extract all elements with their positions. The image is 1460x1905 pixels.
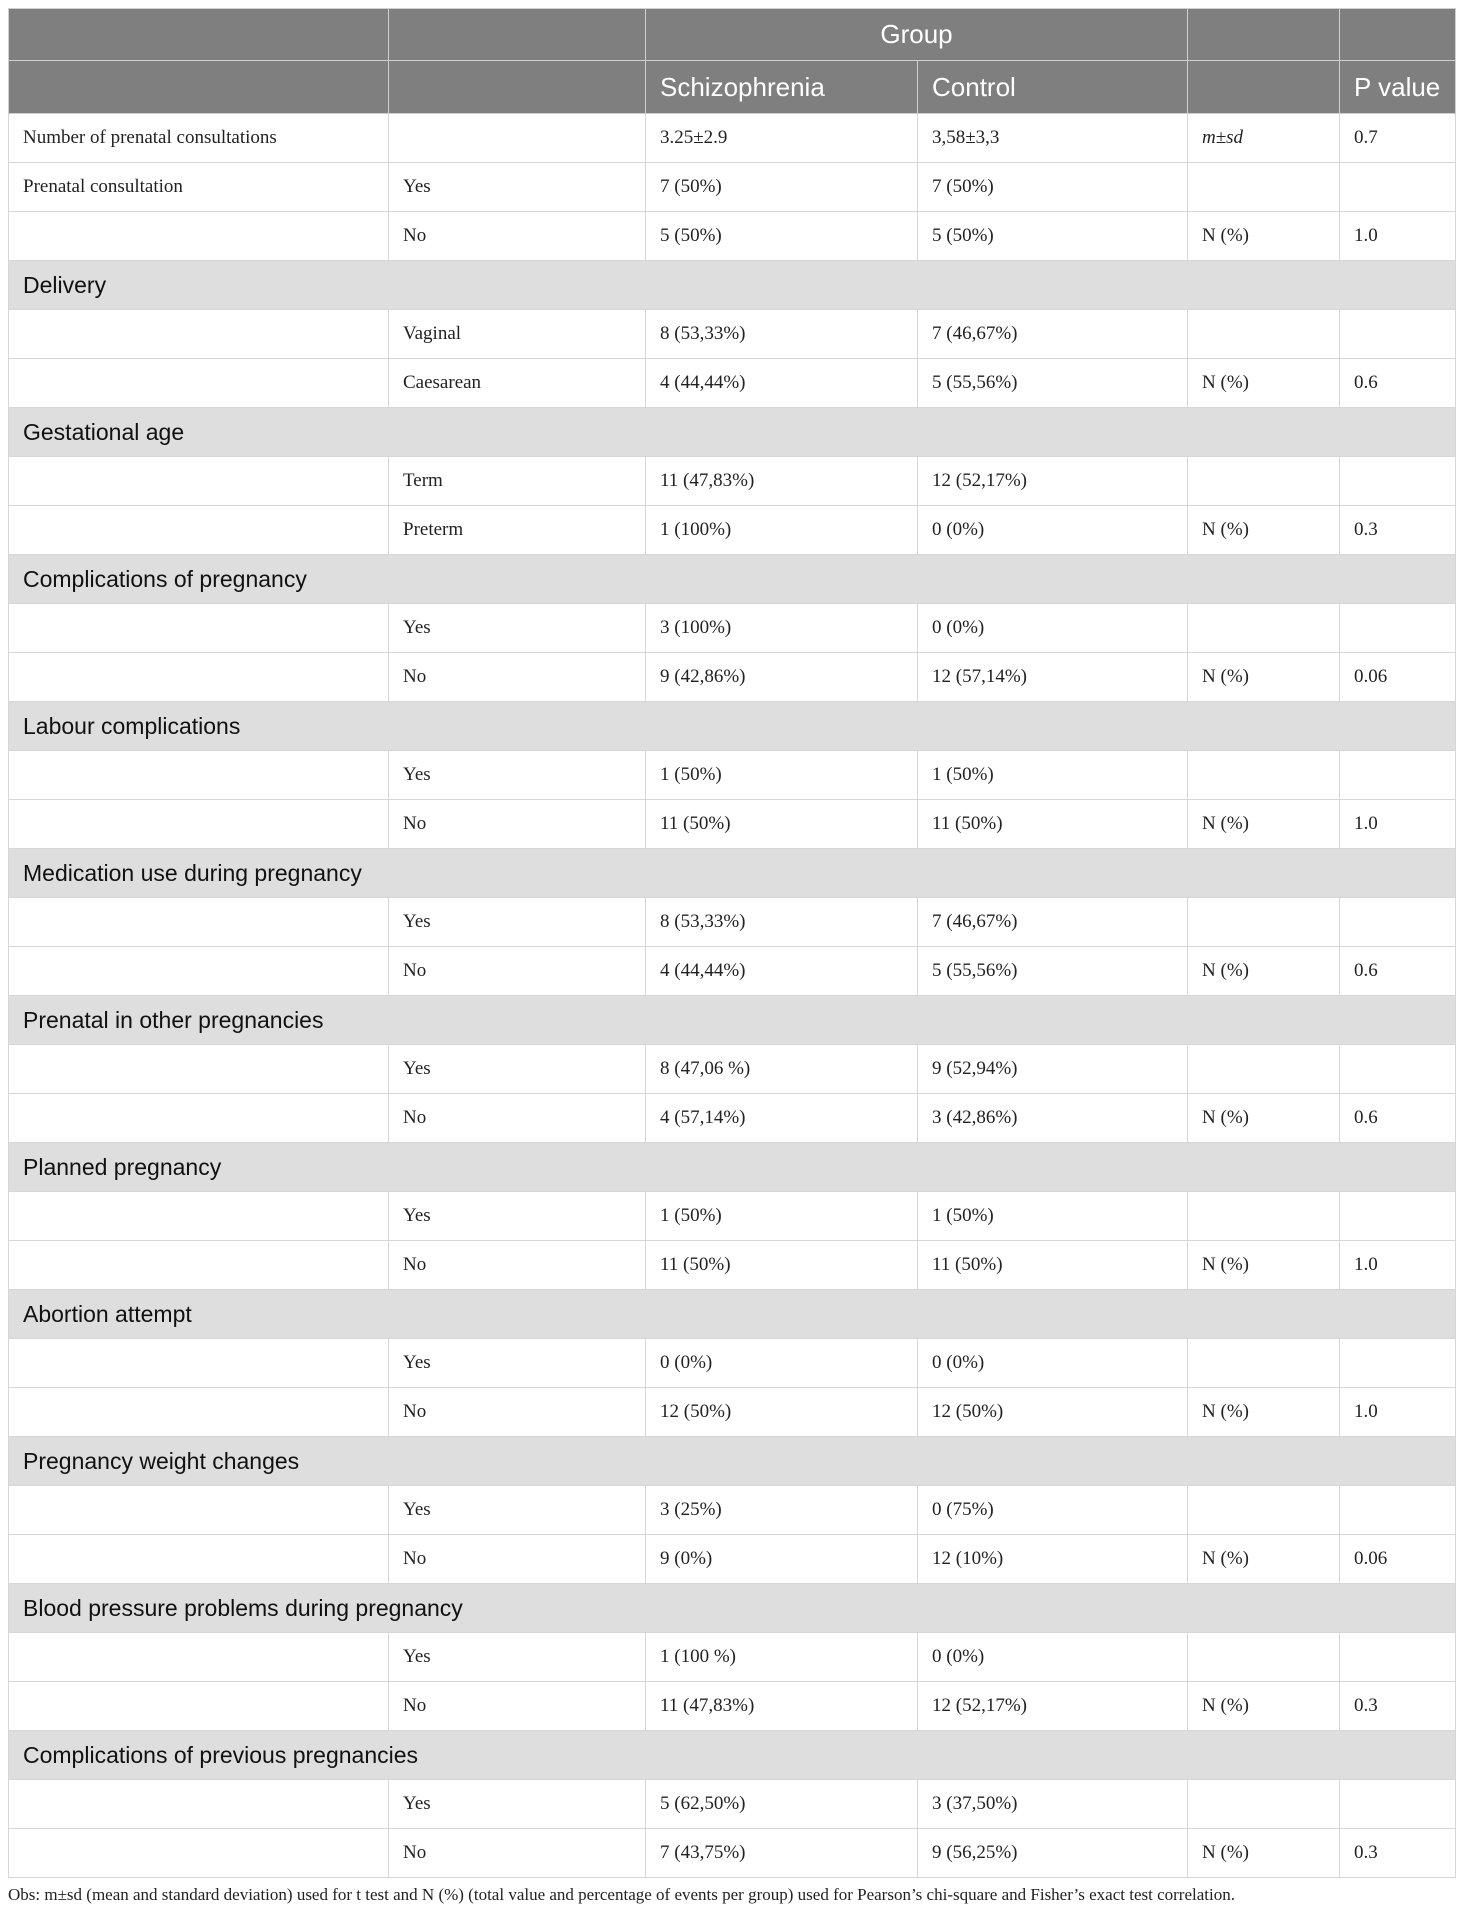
control-cell: 7 (50%) bbox=[918, 163, 1188, 212]
p-value-cell: 0.6 bbox=[1340, 1094, 1456, 1143]
sub-label-cell: Vaginal bbox=[389, 310, 646, 359]
schizophrenia-cell: 9 (42,86%) bbox=[646, 653, 918, 702]
sub-label-cell: No bbox=[389, 1682, 646, 1731]
p-value-cell: 0.06 bbox=[1340, 653, 1456, 702]
statistic-cell: N (%) bbox=[1188, 1682, 1340, 1731]
row-label-cell bbox=[9, 1829, 389, 1878]
row-label-cell bbox=[9, 1535, 389, 1584]
statistic-cell bbox=[1188, 604, 1340, 653]
sub-label-cell: No bbox=[389, 1535, 646, 1584]
control-header: Control bbox=[918, 61, 1188, 114]
schizophrenia-cell: 3 (25%) bbox=[646, 1486, 918, 1535]
header-row-2 bbox=[9, 61, 1456, 114]
control-cell: 0 (0%) bbox=[918, 604, 1188, 653]
table-body bbox=[9, 114, 1456, 1878]
header-row-1 bbox=[9, 9, 1456, 61]
section-header-row bbox=[9, 1731, 1456, 1780]
table-row bbox=[9, 359, 1456, 408]
sub-label-cell: Yes bbox=[389, 1780, 646, 1829]
statistic-cell bbox=[1188, 163, 1340, 212]
row-label-cell bbox=[9, 212, 389, 261]
control-cell: 0 (0%) bbox=[918, 1339, 1188, 1388]
sub-label-cell: Yes bbox=[389, 898, 646, 947]
sub-label-cell: Yes bbox=[389, 1045, 646, 1094]
control-cell: 9 (56,25%) bbox=[918, 1829, 1188, 1878]
p-value-cell bbox=[1340, 1339, 1456, 1388]
row-label-cell bbox=[9, 947, 389, 996]
section-header-row bbox=[9, 1143, 1456, 1192]
sub-label-cell: Caesarean bbox=[389, 359, 646, 408]
control-cell: 7 (46,67%) bbox=[918, 310, 1188, 359]
statistic-cell bbox=[1188, 1045, 1340, 1094]
row-label-cell bbox=[9, 604, 389, 653]
section-header-row bbox=[9, 261, 1456, 310]
row-label-cell bbox=[9, 1633, 389, 1682]
header-empty-cell bbox=[1340, 9, 1456, 61]
schizophrenia-cell: 4 (44,44%) bbox=[646, 947, 918, 996]
table-row bbox=[9, 1388, 1456, 1437]
table-row bbox=[9, 1192, 1456, 1241]
schizophrenia-cell: 11 (47,83%) bbox=[646, 457, 918, 506]
control-cell: 3,58±3,3 bbox=[918, 114, 1188, 163]
schizophrenia-cell: 1 (50%) bbox=[646, 751, 918, 800]
sub-label-cell: Yes bbox=[389, 1339, 646, 1388]
section-label: Complications of previous pregnancies bbox=[9, 1731, 1456, 1780]
control-cell: 5 (55,56%) bbox=[918, 359, 1188, 408]
schizophrenia-cell: 3 (100%) bbox=[646, 604, 918, 653]
row-label-cell bbox=[9, 1339, 389, 1388]
row-label-cell bbox=[9, 1192, 389, 1241]
control-cell: 11 (50%) bbox=[918, 800, 1188, 849]
table-row bbox=[9, 898, 1456, 947]
statistic-cell: N (%) bbox=[1188, 1535, 1340, 1584]
header-empty-cell bbox=[389, 9, 646, 61]
sub-label-cell: No bbox=[389, 800, 646, 849]
control-cell: 12 (57,14%) bbox=[918, 653, 1188, 702]
control-cell: 12 (52,17%) bbox=[918, 1682, 1188, 1731]
p-value-cell bbox=[1340, 1486, 1456, 1535]
control-cell: 0 (75%) bbox=[918, 1486, 1188, 1535]
statistic-cell bbox=[1188, 1339, 1340, 1388]
statistic-cell: N (%) bbox=[1188, 1241, 1340, 1290]
sub-label-cell: No bbox=[389, 947, 646, 996]
p-value-cell bbox=[1340, 163, 1456, 212]
table-header bbox=[9, 9, 1456, 114]
section-header-row bbox=[9, 1584, 1456, 1633]
schizophrenia-cell: 5 (50%) bbox=[646, 212, 918, 261]
p-value-cell bbox=[1340, 1045, 1456, 1094]
header-empty-cell bbox=[1188, 61, 1340, 114]
section-header-row bbox=[9, 996, 1456, 1045]
statistic-cell bbox=[1188, 1192, 1340, 1241]
p-value-cell bbox=[1340, 457, 1456, 506]
sub-label-cell: Yes bbox=[389, 1486, 646, 1535]
statistic-cell: N (%) bbox=[1188, 506, 1340, 555]
data-table-container bbox=[8, 8, 1455, 1878]
row-label-cell bbox=[9, 1094, 389, 1143]
p-value-cell bbox=[1340, 898, 1456, 947]
table-row bbox=[9, 604, 1456, 653]
control-cell: 11 (50%) bbox=[918, 1241, 1188, 1290]
row-label-cell bbox=[9, 457, 389, 506]
schizophrenia-cell: 9 (0%) bbox=[646, 1535, 918, 1584]
prenatal-data-table bbox=[8, 8, 1456, 1878]
p-value-cell: 1.0 bbox=[1340, 1388, 1456, 1437]
table-row bbox=[9, 506, 1456, 555]
header-empty-cell bbox=[9, 9, 389, 61]
section-header-row bbox=[9, 555, 1456, 604]
table-row bbox=[9, 1780, 1456, 1829]
schizophrenia-cell: 1 (50%) bbox=[646, 1192, 918, 1241]
section-label: Abortion attempt bbox=[9, 1290, 1456, 1339]
table-row bbox=[9, 751, 1456, 800]
section-label: Gestational age bbox=[9, 408, 1456, 457]
p-value-cell: 0.3 bbox=[1340, 506, 1456, 555]
control-cell: 0 (0%) bbox=[918, 1633, 1188, 1682]
p-value-cell: 0.3 bbox=[1340, 1682, 1456, 1731]
sub-label-cell: Preterm bbox=[389, 506, 646, 555]
p-value-cell bbox=[1340, 604, 1456, 653]
control-cell: 1 (50%) bbox=[918, 751, 1188, 800]
row-label-cell bbox=[9, 751, 389, 800]
p-value-header: P value bbox=[1340, 61, 1456, 114]
statistic-cell: N (%) bbox=[1188, 653, 1340, 702]
statistic-cell: N (%) bbox=[1188, 800, 1340, 849]
row-label-cell bbox=[9, 506, 389, 555]
sub-label-cell: No bbox=[389, 653, 646, 702]
control-cell: 12 (10%) bbox=[918, 1535, 1188, 1584]
sub-label-cell bbox=[389, 114, 646, 163]
p-value-cell bbox=[1340, 751, 1456, 800]
statistic-cell: N (%) bbox=[1188, 359, 1340, 408]
header-empty-cell bbox=[389, 61, 646, 114]
table-row bbox=[9, 1094, 1456, 1143]
schizophrenia-cell: 1 (100 %) bbox=[646, 1633, 918, 1682]
schizophrenia-cell: 8 (53,33%) bbox=[646, 310, 918, 359]
row-label-cell bbox=[9, 359, 389, 408]
row-label-cell bbox=[9, 1780, 389, 1829]
table-row bbox=[9, 947, 1456, 996]
p-value-cell: 0.06 bbox=[1340, 1535, 1456, 1584]
control-cell: 3 (37,50%) bbox=[918, 1780, 1188, 1829]
statistic-cell: m±sd bbox=[1188, 114, 1340, 163]
statistic-cell bbox=[1188, 1486, 1340, 1535]
statistic-cell bbox=[1188, 310, 1340, 359]
sub-label-cell: No bbox=[389, 1829, 646, 1878]
row-label-cell: Number of prenatal consultations bbox=[9, 114, 389, 163]
sub-label-cell: Yes bbox=[389, 604, 646, 653]
p-value-cell: 0.6 bbox=[1340, 359, 1456, 408]
control-cell: 5 (50%) bbox=[918, 212, 1188, 261]
table-row bbox=[9, 1829, 1456, 1878]
sub-label-cell: No bbox=[389, 1241, 646, 1290]
sub-label-cell: Yes bbox=[389, 1192, 646, 1241]
p-value-cell: 1.0 bbox=[1340, 800, 1456, 849]
row-label-cell bbox=[9, 800, 389, 849]
header-empty-cell bbox=[1188, 9, 1340, 61]
row-label-cell bbox=[9, 1241, 389, 1290]
p-value-cell bbox=[1340, 1633, 1456, 1682]
schizophrenia-cell: 0 (0%) bbox=[646, 1339, 918, 1388]
section-label: Delivery bbox=[9, 261, 1456, 310]
statistic-cell bbox=[1188, 457, 1340, 506]
schizophrenia-cell: 8 (53,33%) bbox=[646, 898, 918, 947]
schizophrenia-cell: 5 (62,50%) bbox=[646, 1780, 918, 1829]
p-value-cell: 1.0 bbox=[1340, 212, 1456, 261]
statistic-cell: N (%) bbox=[1188, 1388, 1340, 1437]
table-row bbox=[9, 163, 1456, 212]
section-label: Complications of pregnancy bbox=[9, 555, 1456, 604]
row-label-cell bbox=[9, 1045, 389, 1094]
section-header-row bbox=[9, 849, 1456, 898]
row-label-cell bbox=[9, 1388, 389, 1437]
table-row bbox=[9, 1241, 1456, 1290]
statistic-cell: N (%) bbox=[1188, 212, 1340, 261]
p-value-cell bbox=[1340, 310, 1456, 359]
table-row bbox=[9, 800, 1456, 849]
schizophrenia-cell: 11 (47,83%) bbox=[646, 1682, 918, 1731]
row-label-cell bbox=[9, 1682, 389, 1731]
table-row bbox=[9, 310, 1456, 359]
section-header-row bbox=[9, 702, 1456, 751]
section-header-row bbox=[9, 408, 1456, 457]
statistic-cell bbox=[1188, 1780, 1340, 1829]
table-row bbox=[9, 653, 1456, 702]
schizophrenia-cell: 7 (43,75%) bbox=[646, 1829, 918, 1878]
schizophrenia-header: Schizophrenia bbox=[646, 61, 918, 114]
table-row bbox=[9, 114, 1456, 163]
section-label: Prenatal in other pregnancies bbox=[9, 996, 1456, 1045]
row-label-cell bbox=[9, 898, 389, 947]
schizophrenia-cell: 8 (47,06 %) bbox=[646, 1045, 918, 1094]
statistic-cell bbox=[1188, 751, 1340, 800]
table-row bbox=[9, 1339, 1456, 1388]
control-cell: 3 (42,86%) bbox=[918, 1094, 1188, 1143]
row-label-cell bbox=[9, 653, 389, 702]
schizophrenia-cell: 3.25±2.9 bbox=[646, 114, 918, 163]
statistic-cell bbox=[1188, 1633, 1340, 1682]
table-row bbox=[9, 1682, 1456, 1731]
schizophrenia-cell: 4 (44,44%) bbox=[646, 359, 918, 408]
statistic-cell: N (%) bbox=[1188, 1829, 1340, 1878]
table-row bbox=[9, 1486, 1456, 1535]
sub-label-cell: Yes bbox=[389, 1633, 646, 1682]
section-label: Labour complications bbox=[9, 702, 1456, 751]
sub-label-cell: Term bbox=[389, 457, 646, 506]
p-value-cell bbox=[1340, 1192, 1456, 1241]
schizophrenia-cell: 11 (50%) bbox=[646, 1241, 918, 1290]
table-row bbox=[9, 1633, 1456, 1682]
section-label: Planned pregnancy bbox=[9, 1143, 1456, 1192]
schizophrenia-cell: 11 (50%) bbox=[646, 800, 918, 849]
section-label: Blood pressure problems during pregnancy bbox=[9, 1584, 1456, 1633]
table-row bbox=[9, 457, 1456, 506]
p-value-cell: 1.0 bbox=[1340, 1241, 1456, 1290]
sub-label-cell: No bbox=[389, 1388, 646, 1437]
row-label-cell bbox=[9, 310, 389, 359]
control-cell: 9 (52,94%) bbox=[918, 1045, 1188, 1094]
p-value-cell: 0.6 bbox=[1340, 947, 1456, 996]
statistic-cell: N (%) bbox=[1188, 947, 1340, 996]
table-row bbox=[9, 1045, 1456, 1094]
control-cell: 1 (50%) bbox=[918, 1192, 1188, 1241]
row-label-cell: Prenatal consultation bbox=[9, 163, 389, 212]
statistic-cell bbox=[1188, 898, 1340, 947]
p-value-cell bbox=[1340, 1780, 1456, 1829]
control-cell: 7 (46,67%) bbox=[918, 898, 1188, 947]
group-header: Group bbox=[646, 9, 1188, 61]
header-empty-cell bbox=[9, 61, 389, 114]
footnote: Obs: m±sd (mean and standard deviation) used for t test and N (%) (total value and percentage of events per group) used for Pearson’s chi-square and Fisher’s exact test correlation. bbox=[8, 1885, 1235, 1904]
sub-label-cell: No bbox=[389, 1094, 646, 1143]
section-label: Medication use during pregnancy bbox=[9, 849, 1456, 898]
sub-label-cell: Yes bbox=[389, 751, 646, 800]
control-cell: 0 (0%) bbox=[918, 506, 1188, 555]
section-header-row bbox=[9, 1437, 1456, 1486]
schizophrenia-cell: 4 (57,14%) bbox=[646, 1094, 918, 1143]
sub-label-cell: No bbox=[389, 212, 646, 261]
control-cell: 12 (50%) bbox=[918, 1388, 1188, 1437]
schizophrenia-cell: 7 (50%) bbox=[646, 163, 918, 212]
control-cell: 12 (52,17%) bbox=[918, 457, 1188, 506]
control-cell: 5 (55,56%) bbox=[918, 947, 1188, 996]
p-value-cell: 0.3 bbox=[1340, 1829, 1456, 1878]
schizophrenia-cell: 1 (100%) bbox=[646, 506, 918, 555]
sub-label-cell: Yes bbox=[389, 163, 646, 212]
table-row bbox=[9, 1535, 1456, 1584]
table-row bbox=[9, 212, 1456, 261]
section-label: Pregnancy weight changes bbox=[9, 1437, 1456, 1486]
schizophrenia-cell: 12 (50%) bbox=[646, 1388, 918, 1437]
row-label-cell bbox=[9, 1486, 389, 1535]
p-value-cell: 0.7 bbox=[1340, 114, 1456, 163]
statistic-cell: N (%) bbox=[1188, 1094, 1340, 1143]
section-header-row bbox=[9, 1290, 1456, 1339]
